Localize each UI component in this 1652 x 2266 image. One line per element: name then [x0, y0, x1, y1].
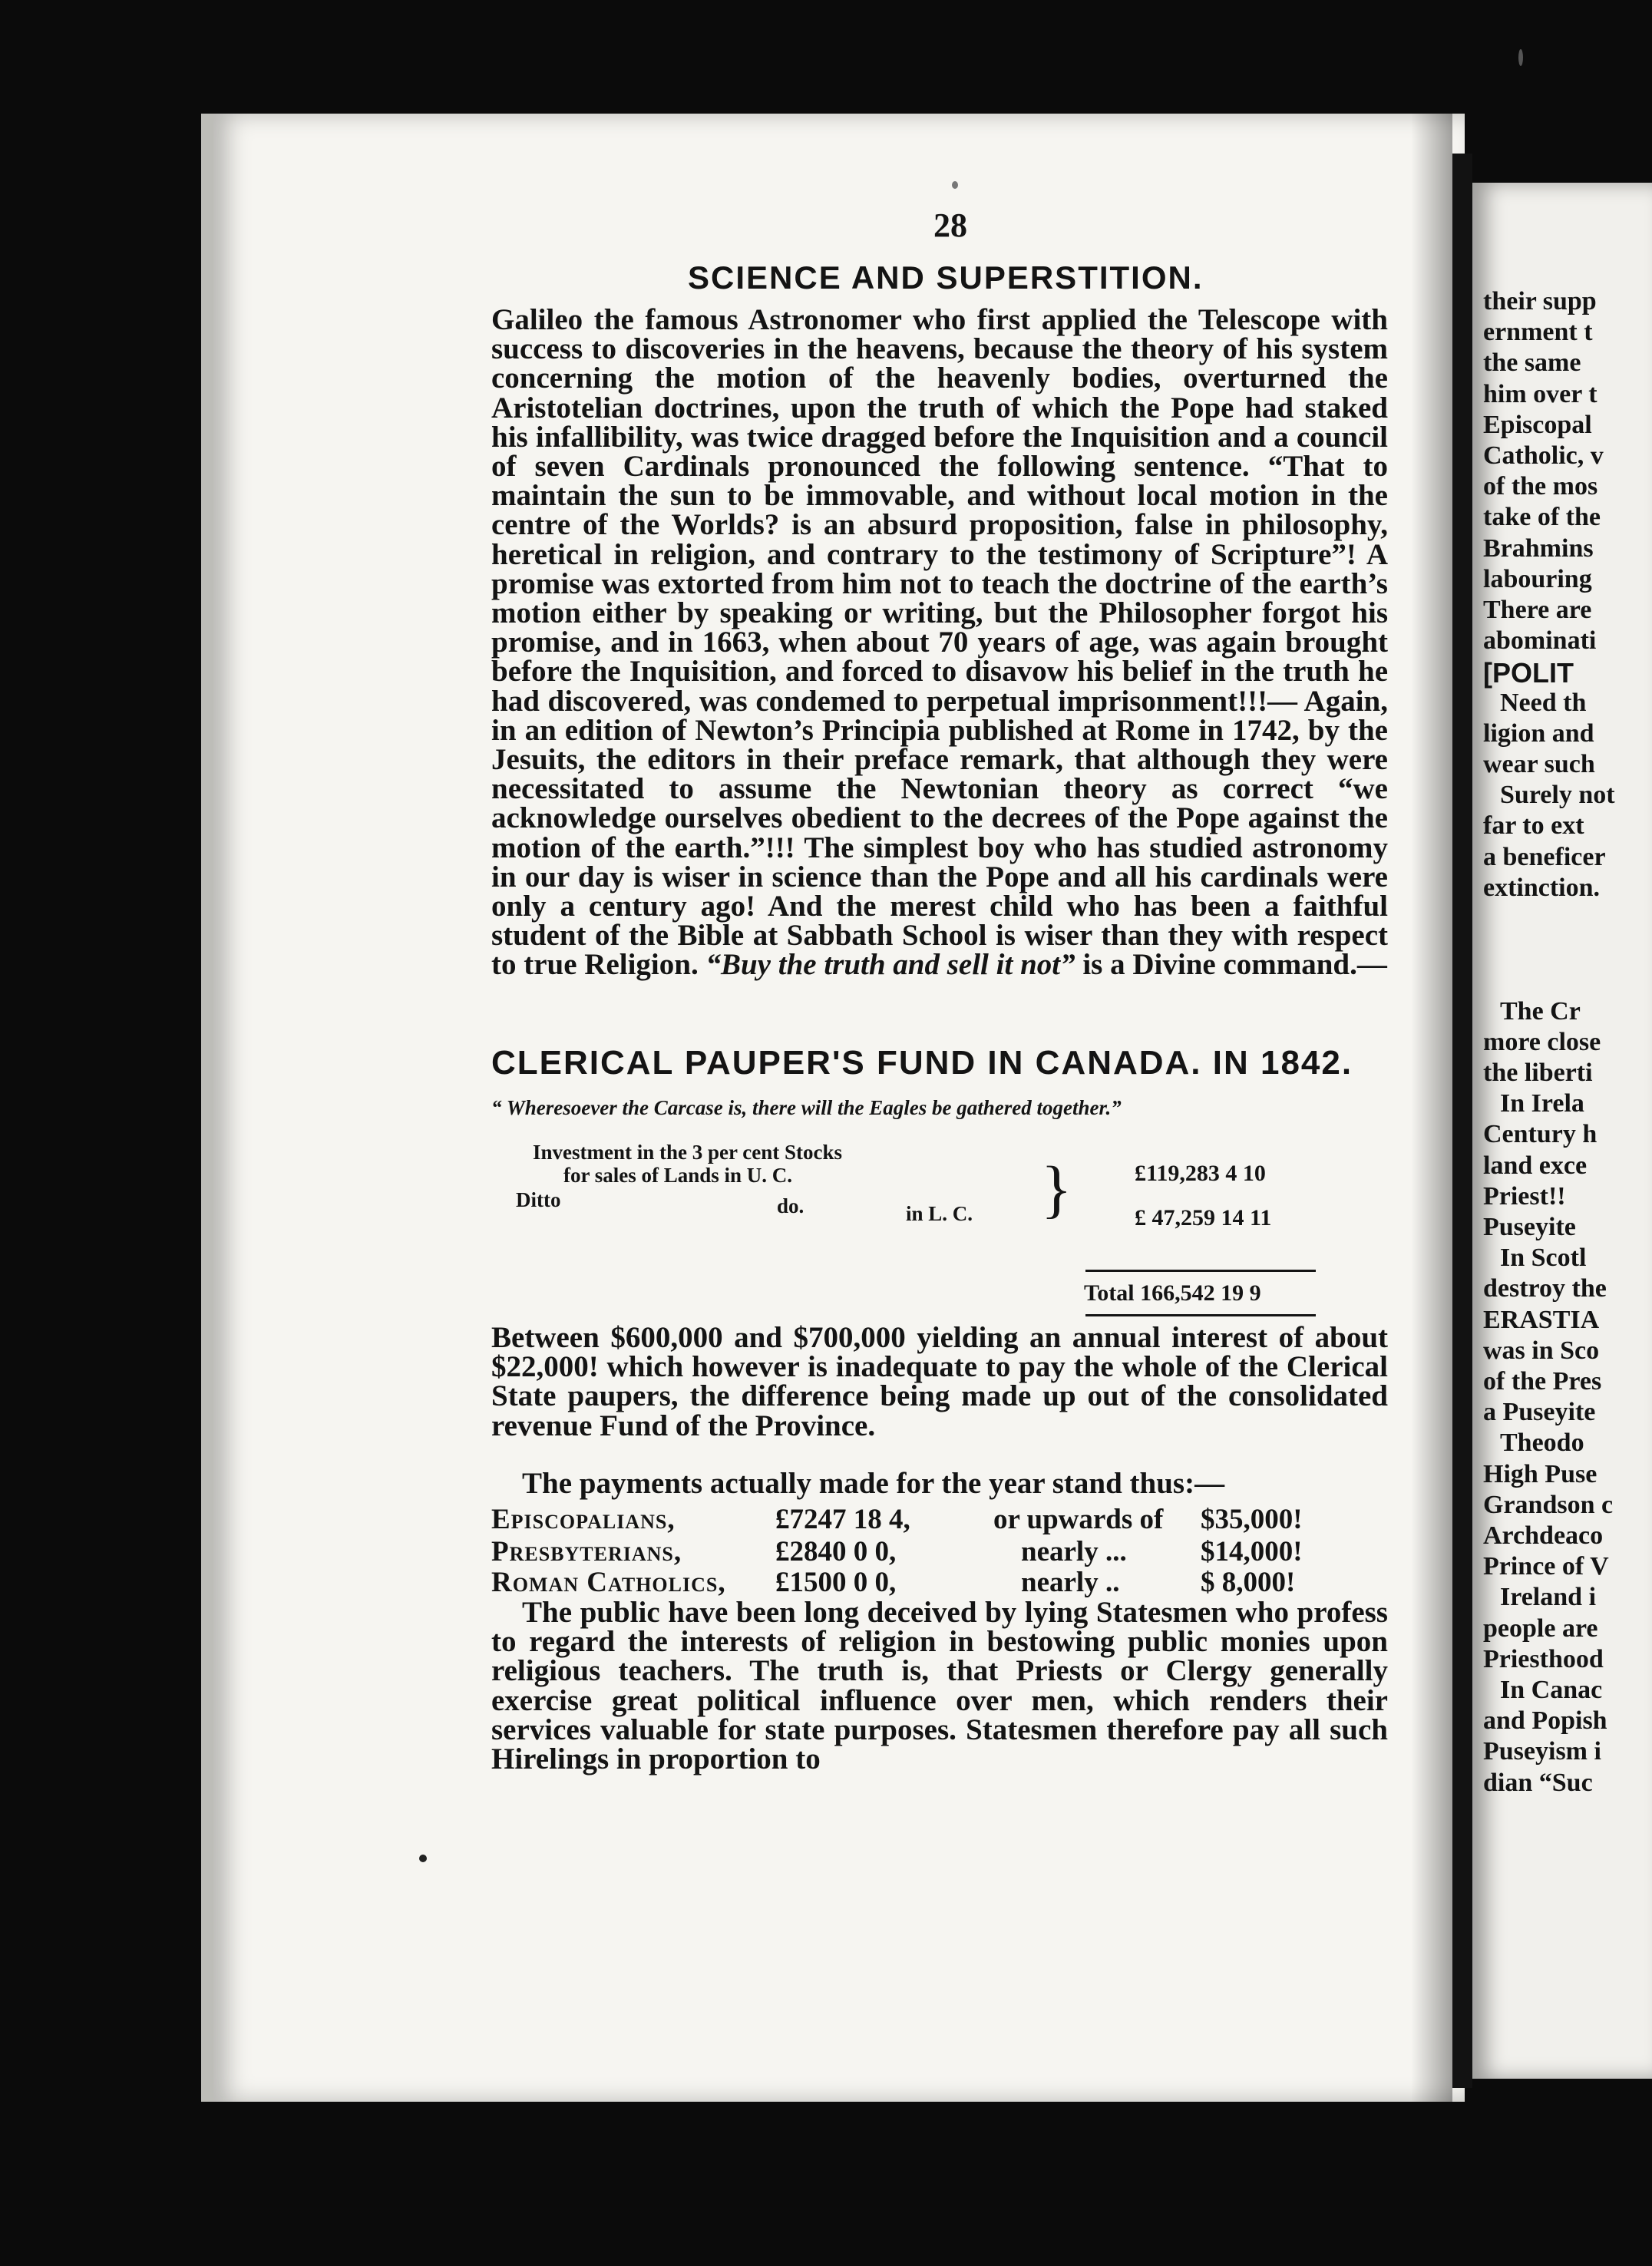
amount-lower-canada: £ 47,259 14 11: [1135, 1205, 1272, 1230]
right-page-line: a beneficer: [1483, 842, 1606, 871]
right-page-line: Catholic, v: [1483, 441, 1604, 470]
ditto-place: in L. C.: [906, 1202, 973, 1225]
payment-qualifier: nearly ...: [1021, 1536, 1127, 1567]
payment-denomination: Roman Catholics,: [491, 1567, 726, 1598]
right-page-line: ERASTIA: [1483, 1305, 1600, 1334]
science-paragraph: [491, 303, 1388, 982]
right-page-line: extinction.: [1483, 873, 1601, 902]
right-page-line: abominati: [1483, 626, 1597, 656]
book-spine: [1452, 154, 1472, 2088]
right-page-line: far to ext: [1483, 811, 1584, 841]
page-gutter-shadow: [1411, 114, 1452, 2102]
right-page-line: Need th: [1500, 688, 1587, 717]
right-page-line: ernment t: [1483, 318, 1593, 347]
right-page-line: In Canac: [1500, 1676, 1603, 1704]
payment-row: [491, 1566, 1388, 1597]
right-page-line: people are: [1483, 1614, 1598, 1643]
right-page-line: land exce: [1483, 1151, 1588, 1180]
right-page-line: Puseyite: [1483, 1213, 1576, 1241]
right-page-line: Ireland i: [1500, 1583, 1597, 1612]
right-page-line: High Puse: [1483, 1459, 1597, 1488]
right-page-line: and Popish: [1483, 1706, 1607, 1736]
right-page-line: him over t: [1483, 379, 1597, 408]
ink-speck: [419, 1855, 427, 1862]
payment-dollars: $35,000!: [1201, 1504, 1303, 1535]
science-body: Galileo the famous Astronomer who first applied the Telescope with success to discoveries in the heavens, because the theory of his system concerning the motion of the heavenly bodies, overturned the Aristotelian doctrines, upon the truth of which the Pope had staked his infallibility, was twice dragged before the Inquisition and a council of seven Cardinals pronounced the following sentence. “That to maintain the sun to be immovable, and without local motion in the centre of the Worlds? is an absurd proposition, false in philosophy, heretical in religion, and contrary to the testimony of Scripture”! A promise was extorted from him not to teach the doctrine of the earth’s motion either by speaking or writing, but the Philosopher forgot his promise, and in 1663, when about 70 years of age, was again brought before the Inquisition, and forced to disavow his belief in the truth he had discovered, was condemed to perpetual imprisonment!!!— Again, in an edition of Newton’s Principia published at Rome in 1742, by the Jesuits, the editors in their preface remark, that although they were necessitated to assume the Newtonian theory as correct “we acknowledge ourselves obedient to the decrees of the Pope against the motion of the earth.”!!! The simplest boy who has studied astronomy in our day is wiser in science than the Pope and all his cardinals were only a century ago! And the merest child who has been a faithful student of the Bible at Sabbath School is wiser than they with respect to true Religion.: [491, 303, 1388, 982]
ink-speck: [1518, 49, 1523, 66]
right-page-line: Puseyism i: [1483, 1737, 1601, 1766]
right-page-line: wear such: [1483, 750, 1595, 778]
right-page-line: Prince of V: [1483, 1552, 1609, 1581]
right-page-line: Grandson c: [1483, 1490, 1614, 1519]
amount-upper-canada: £119,283 4 10: [1135, 1161, 1266, 1186]
payment-qualifier: nearly ..: [1021, 1567, 1120, 1598]
page-number: 28: [933, 206, 967, 244]
right-page-line: Surely not: [1500, 781, 1615, 810]
section-title-pauper-fund: CLERICAL PAUPER'S FUND IN CANADA. IN 1842.: [491, 1044, 1353, 1082]
right-page-line: Theodo: [1500, 1429, 1584, 1458]
right-page-line: Archdeaco: [1483, 1521, 1604, 1550]
right-page-line: take of the: [1483, 503, 1601, 532]
right-page-line: destroy the: [1483, 1274, 1607, 1303]
payment-denomination: Episcopalians,: [491, 1504, 676, 1535]
right-page-line: The Cr: [1500, 996, 1581, 1026]
payment-pounds: £7247 18 4,: [775, 1504, 910, 1535]
payment-qualifier: or upwards of: [993, 1504, 1164, 1535]
payment-dollars: $14,000!: [1201, 1536, 1303, 1567]
total-rule-lower: [1085, 1314, 1316, 1316]
right-page-line: [POLIT: [1483, 657, 1574, 689]
epigraph: “ Wheresoever the Carcase is, there will the Eagles be gathered together.”: [491, 1096, 1122, 1119]
right-page-line: Brahmins: [1483, 533, 1594, 563]
payment-pounds: £2840 0 0,: [775, 1536, 897, 1567]
interest-paragraph: Between $600,000 and $700,000 yielding an annual interest of about $22,000! which however is inadequate to pay the whole of the Clerical State paupers, the difference being made up out of the consolidated revenue Fund of the Province.: [491, 1321, 1388, 1442]
right-page-line: In Scotl: [1500, 1244, 1587, 1273]
payment-denomination: Presbyterians,: [491, 1536, 682, 1567]
right-page-line: labouring: [1483, 564, 1592, 593]
right-page-line: Episcopal: [1483, 410, 1592, 439]
right-page-line: the same: [1483, 348, 1581, 378]
scripture-quote: “Buy the truth and sell it not”: [705, 948, 1075, 982]
investment-line-2: for sales of Lands in U. C.: [563, 1164, 793, 1187]
right-page-line: was in Sco: [1483, 1336, 1600, 1365]
payments-intro: The payments actually made for the year stand thus:—: [522, 1467, 1225, 1500]
payment-pounds: £1500 0 0,: [775, 1567, 897, 1598]
science-closing: is a Divine command.—: [1075, 948, 1387, 982]
right-page-line: the liberti: [1483, 1059, 1593, 1087]
right-page-line: more close: [1483, 1027, 1601, 1056]
right-page-line: ligion and: [1483, 718, 1594, 748]
ditto-label: Ditto: [516, 1188, 561, 1211]
right-page-line: There are: [1483, 596, 1592, 624]
total-rule: [1085, 1270, 1316, 1272]
investment-total: Total 166,542 19 9: [1084, 1280, 1261, 1306]
right-page-line: Priest!!: [1483, 1181, 1566, 1211]
right-page-line: Priesthood: [1483, 1644, 1604, 1673]
right-page-line: Century h: [1483, 1120, 1597, 1149]
right-page-line: their supp: [1483, 287, 1597, 315]
right-page-line: of the Pres: [1483, 1367, 1602, 1396]
section-title-science: SCIENCE AND SUPERSTITION.: [688, 259, 1204, 296]
investment-line-1: Investment in the 3 per cent Stocks: [533, 1141, 842, 1164]
right-page-line: a Puseyite: [1483, 1398, 1596, 1427]
payment-row: [491, 1535, 1388, 1566]
public-deceived-paragraph: The public have been long deceived by lying Statesmen who profess to regard the interests of religion in bestowing public monies upon religious teachers. The truth is, that Priests or Clergy generally exercise great political influence over men, which renders their services valuable for state purposes. Statesmen therefore pay all such Hirelings in proportion to: [491, 1596, 1388, 1776]
payment-row: [491, 1503, 1388, 1534]
ditto-do: do.: [777, 1194, 805, 1217]
right-page-line: dian “Suc: [1483, 1768, 1593, 1797]
payment-dollars: $ 8,000!: [1201, 1567, 1296, 1598]
right-page-line: of the mos: [1483, 472, 1598, 501]
brace-glyph: }: [1041, 1154, 1072, 1225]
ink-speck: [952, 181, 958, 189]
right-page-line: In Irela: [1500, 1089, 1584, 1118]
